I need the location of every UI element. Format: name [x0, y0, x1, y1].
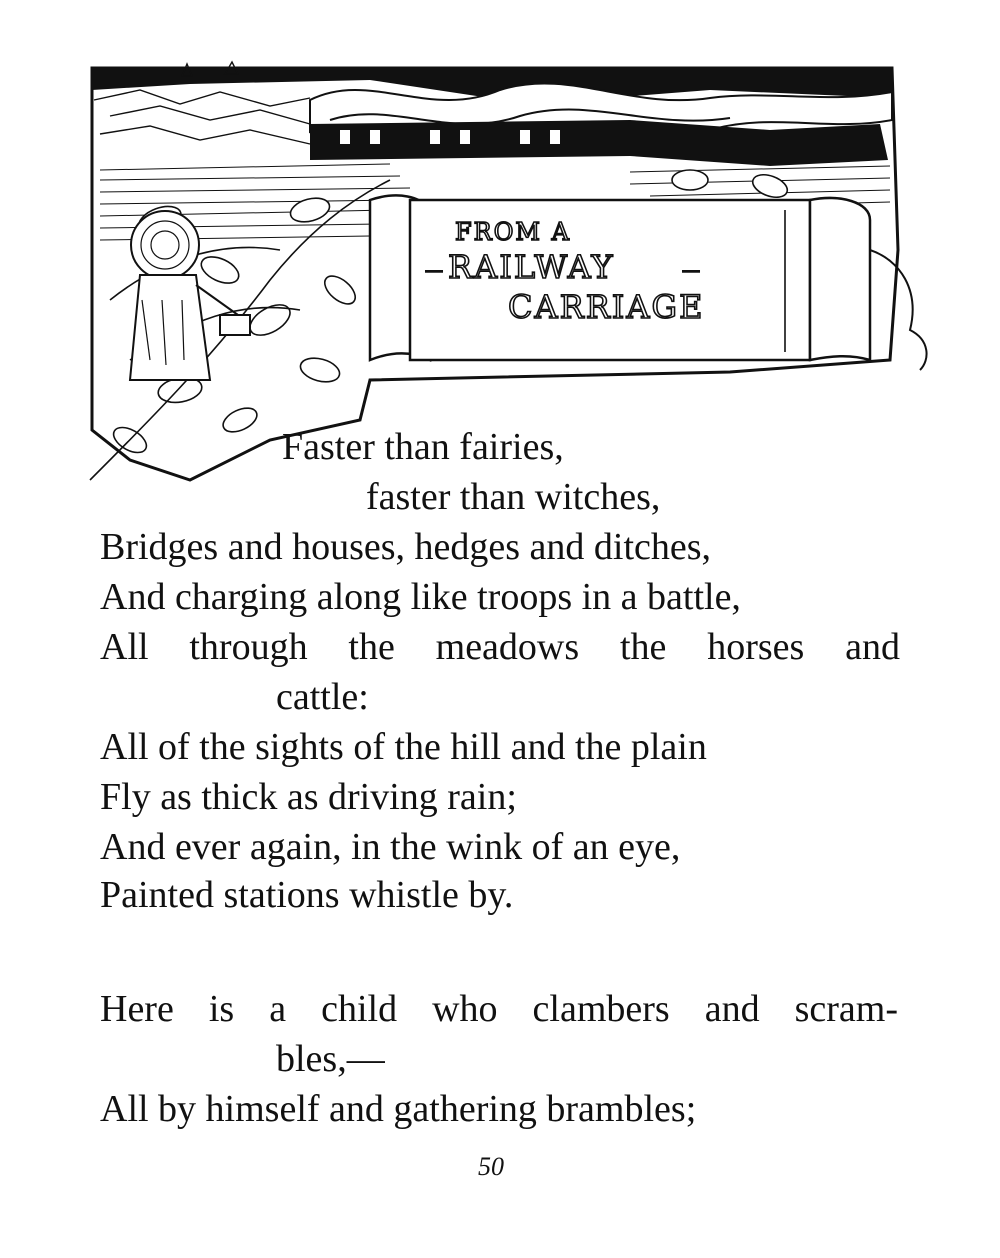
poem-line-5: All through the meadows the horses and [100, 626, 900, 668]
poem-line-6: cattle: [276, 676, 369, 718]
title-dash-left: — [425, 260, 445, 281]
poem-line-10: Painted stations whistle by. [100, 874, 514, 916]
poem-line-12: bles,— [276, 1038, 385, 1080]
title-line-3: CARRIAGE [508, 288, 705, 326]
poem-line-11: Here is a child who clambers and scram- [100, 988, 898, 1030]
title-dash-right: — [682, 260, 702, 281]
poem-line-7: All of the sights of the hill and the plain [100, 726, 707, 768]
poem-line-9: And ever again, in the wink of an eye, [100, 826, 681, 868]
poem-line-3: Bridges and houses, hedges and ditches, [100, 526, 712, 568]
poem-line-8: Fly as thick as driving rain; [100, 776, 517, 818]
page-number: 50 [478, 1152, 504, 1181]
title-line-1: FROM A [455, 218, 571, 246]
poem-line-2: faster than witches, [366, 476, 661, 518]
poem-line-13: All by himself and gathering brambles; [100, 1088, 697, 1130]
title-line-2: RAILWAY [448, 248, 615, 286]
poem-line-4: And charging along like troops in a battle, [100, 576, 741, 618]
poem-line-1: Faster than fairies, [282, 426, 564, 468]
